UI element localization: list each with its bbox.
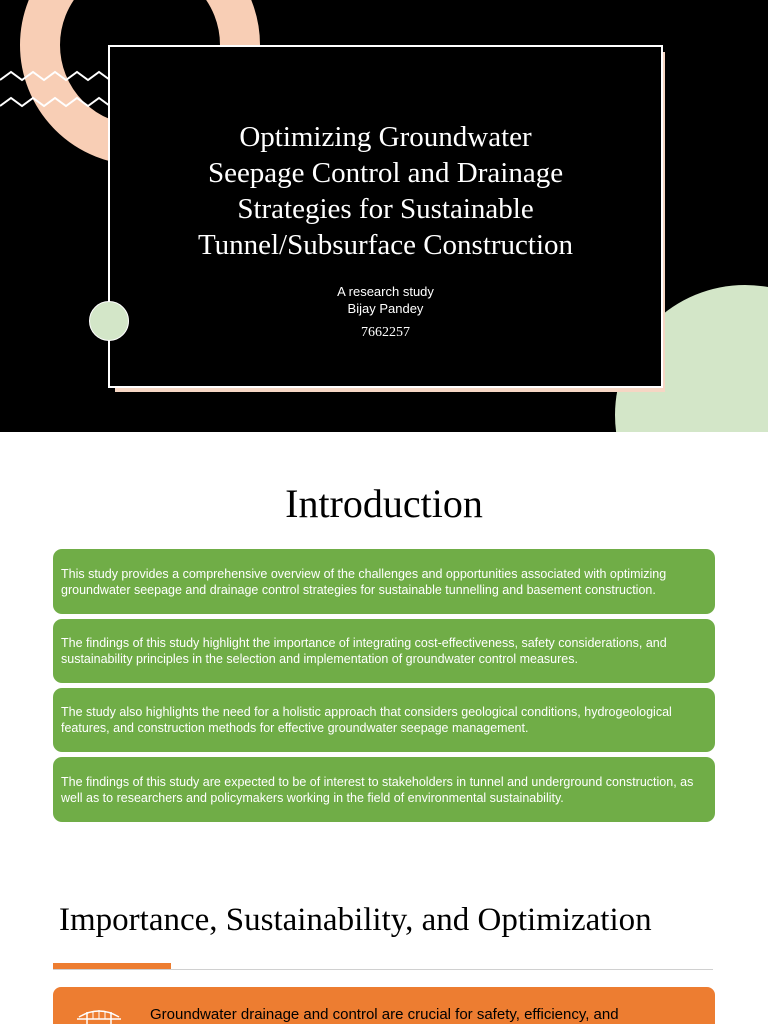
title-box [108,45,663,388]
decorative-small-circle [89,301,129,341]
title-slide [0,0,768,432]
importance-title: Importance, Sustainability, and Optimization [59,902,652,938]
importance-slide [0,852,768,1024]
introduction-slide [0,432,768,852]
intro-card [53,757,715,822]
intro-card [53,619,715,683]
author-name: Bijay Pandey [347,301,424,316]
importance-text: Groundwater drainage and control are crucial for safety, efficiency, and [150,1006,619,1023]
intro-card-text: The findings of this study highlight the importance of integrating cost-effectiveness, safety considerations, and sustainability principles in the selection and implementation of groundwater control measures. [61,636,667,666]
zigzag-decoration [0,68,112,114]
presentation-subtitle: A research study [337,284,434,299]
importance-box [53,987,715,1024]
student-id: 7662257 [361,325,410,340]
intro-card-text: The findings of this study are expected to be of interest to stakeholders in tunnel and underground construction, as well as to researchers and policymakers working in the field of environmental sustainability. [61,774,694,805]
bridge-icon [77,1009,121,1024]
intro-card-text: The study also highlights the need for a holistic approach that considers geological conditions, hydrogeological features, and construction methods for effective groundwater seepage management. [61,705,672,735]
intro-card-text: This study provides a comprehensive overview of the challenges and opportunities associated with optimizing groundwater seepage and drainage control strategies for sustainable tunnelling and basement construction. [61,566,667,597]
title-accent-bar [53,963,171,969]
title-divider [53,969,713,970]
intro-card [53,688,715,752]
introduction-title: Introduction [285,481,483,526]
presentation-title: Optimizing Groundwater Seepage Control and Drainage Strategies for Sustainable Tunnel/Subsurface Construction [197,121,574,261]
intro-card [53,549,715,614]
